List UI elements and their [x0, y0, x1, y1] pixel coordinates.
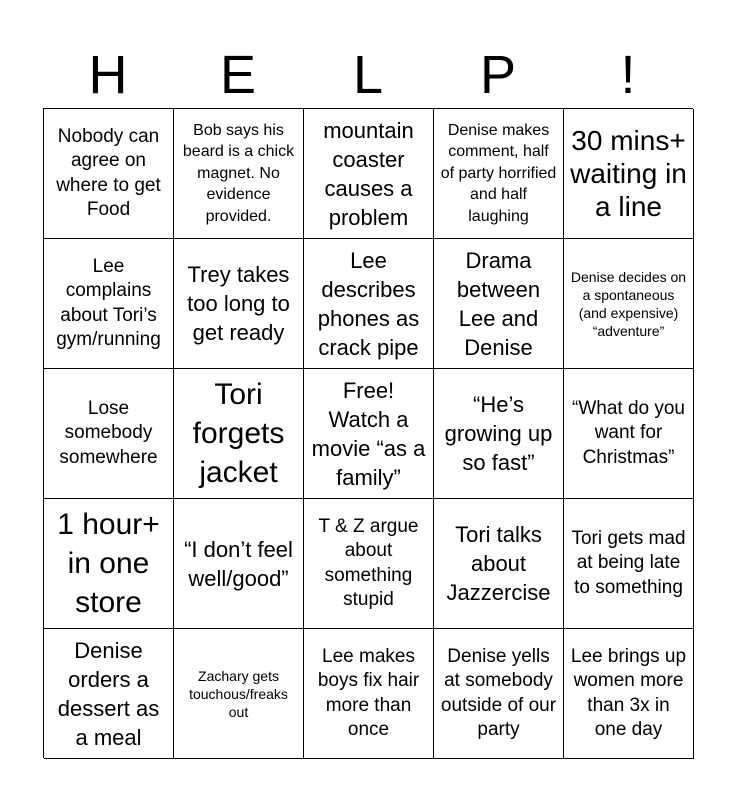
title-letter-l: L [352, 45, 384, 105]
bingo-cell-r3c5[interactable]: “What do you want for Christmas” [564, 369, 694, 499]
bingo-cell-r1c4[interactable]: Denise makes comment, half of party horrified and half laughing [434, 109, 564, 239]
bingo-cell-r1c5[interactable]: 30 mins+ waiting in a line [564, 109, 694, 239]
title-letter-h: H [88, 45, 128, 105]
bingo-cell-r2c5[interactable]: Denise decides on a spontaneous (and expensive) “adventure” [564, 239, 694, 369]
bingo-cell-r3c2[interactable]: Tori forgets jacket [174, 369, 304, 499]
bingo-board [43, 108, 693, 758]
bingo-cell-r5c2[interactable]: Zachary gets touchous/freaks out [174, 629, 304, 759]
title-letter-exclamation: ! [620, 45, 636, 105]
bingo-cell-r1c1[interactable]: Nobody can agree on where to get Food [44, 109, 174, 239]
bingo-cell-r2c1[interactable]: Lee complains about Tori’s gym/running [44, 239, 174, 369]
bingo-title [43, 42, 693, 108]
bingo-cell-r5c5[interactable]: Lee brings up women more than 3x in one day [564, 629, 694, 759]
title-letter-p: P [479, 45, 517, 105]
bingo-cell-r1c3[interactable]: mountain coaster causes a problem [304, 109, 434, 239]
bingo-cell-r4c5[interactable]: Tori gets mad at being late to something [564, 499, 694, 629]
bingo-cell-r4c2[interactable]: “I don’t feel well/good” [174, 499, 304, 629]
bingo-cell-r2c2[interactable]: Trey takes too long to get ready [174, 239, 304, 369]
title-letter-e: E [219, 45, 257, 105]
bingo-cell-r5c4[interactable]: Denise yells at somebody outside of our party [434, 629, 564, 759]
bingo-cell-r5c3[interactable]: Lee makes boys fix hair more than once [304, 629, 434, 759]
bingo-cell-r3c4[interactable]: “He’s growing up so fast” [434, 369, 564, 499]
bingo-cell-r4c4[interactable]: Tori talks about Jazzercise [434, 499, 564, 629]
bingo-cell-r5c1[interactable]: Denise orders a dessert as a meal [44, 629, 174, 759]
bingo-cell-r2c3[interactable]: Lee describes phones as crack pipe [304, 239, 434, 369]
bingo-cell-r4c3[interactable]: T & Z argue about something stupid [304, 499, 434, 629]
bingo-cell-r2c4[interactable]: Drama between Lee and Denise [434, 239, 564, 369]
bingo-cell-r4c1[interactable]: 1 hour+ in one store [44, 499, 174, 629]
bingo-cell-r3c3[interactable]: Free! Watch a movie “as a family” [304, 369, 434, 499]
bingo-cell-r1c2[interactable]: Bob says his beard is a chick magnet. No evidence provided. [174, 109, 304, 239]
bingo-cell-r3c1[interactable]: Lose somebody somewhere [44, 369, 174, 499]
